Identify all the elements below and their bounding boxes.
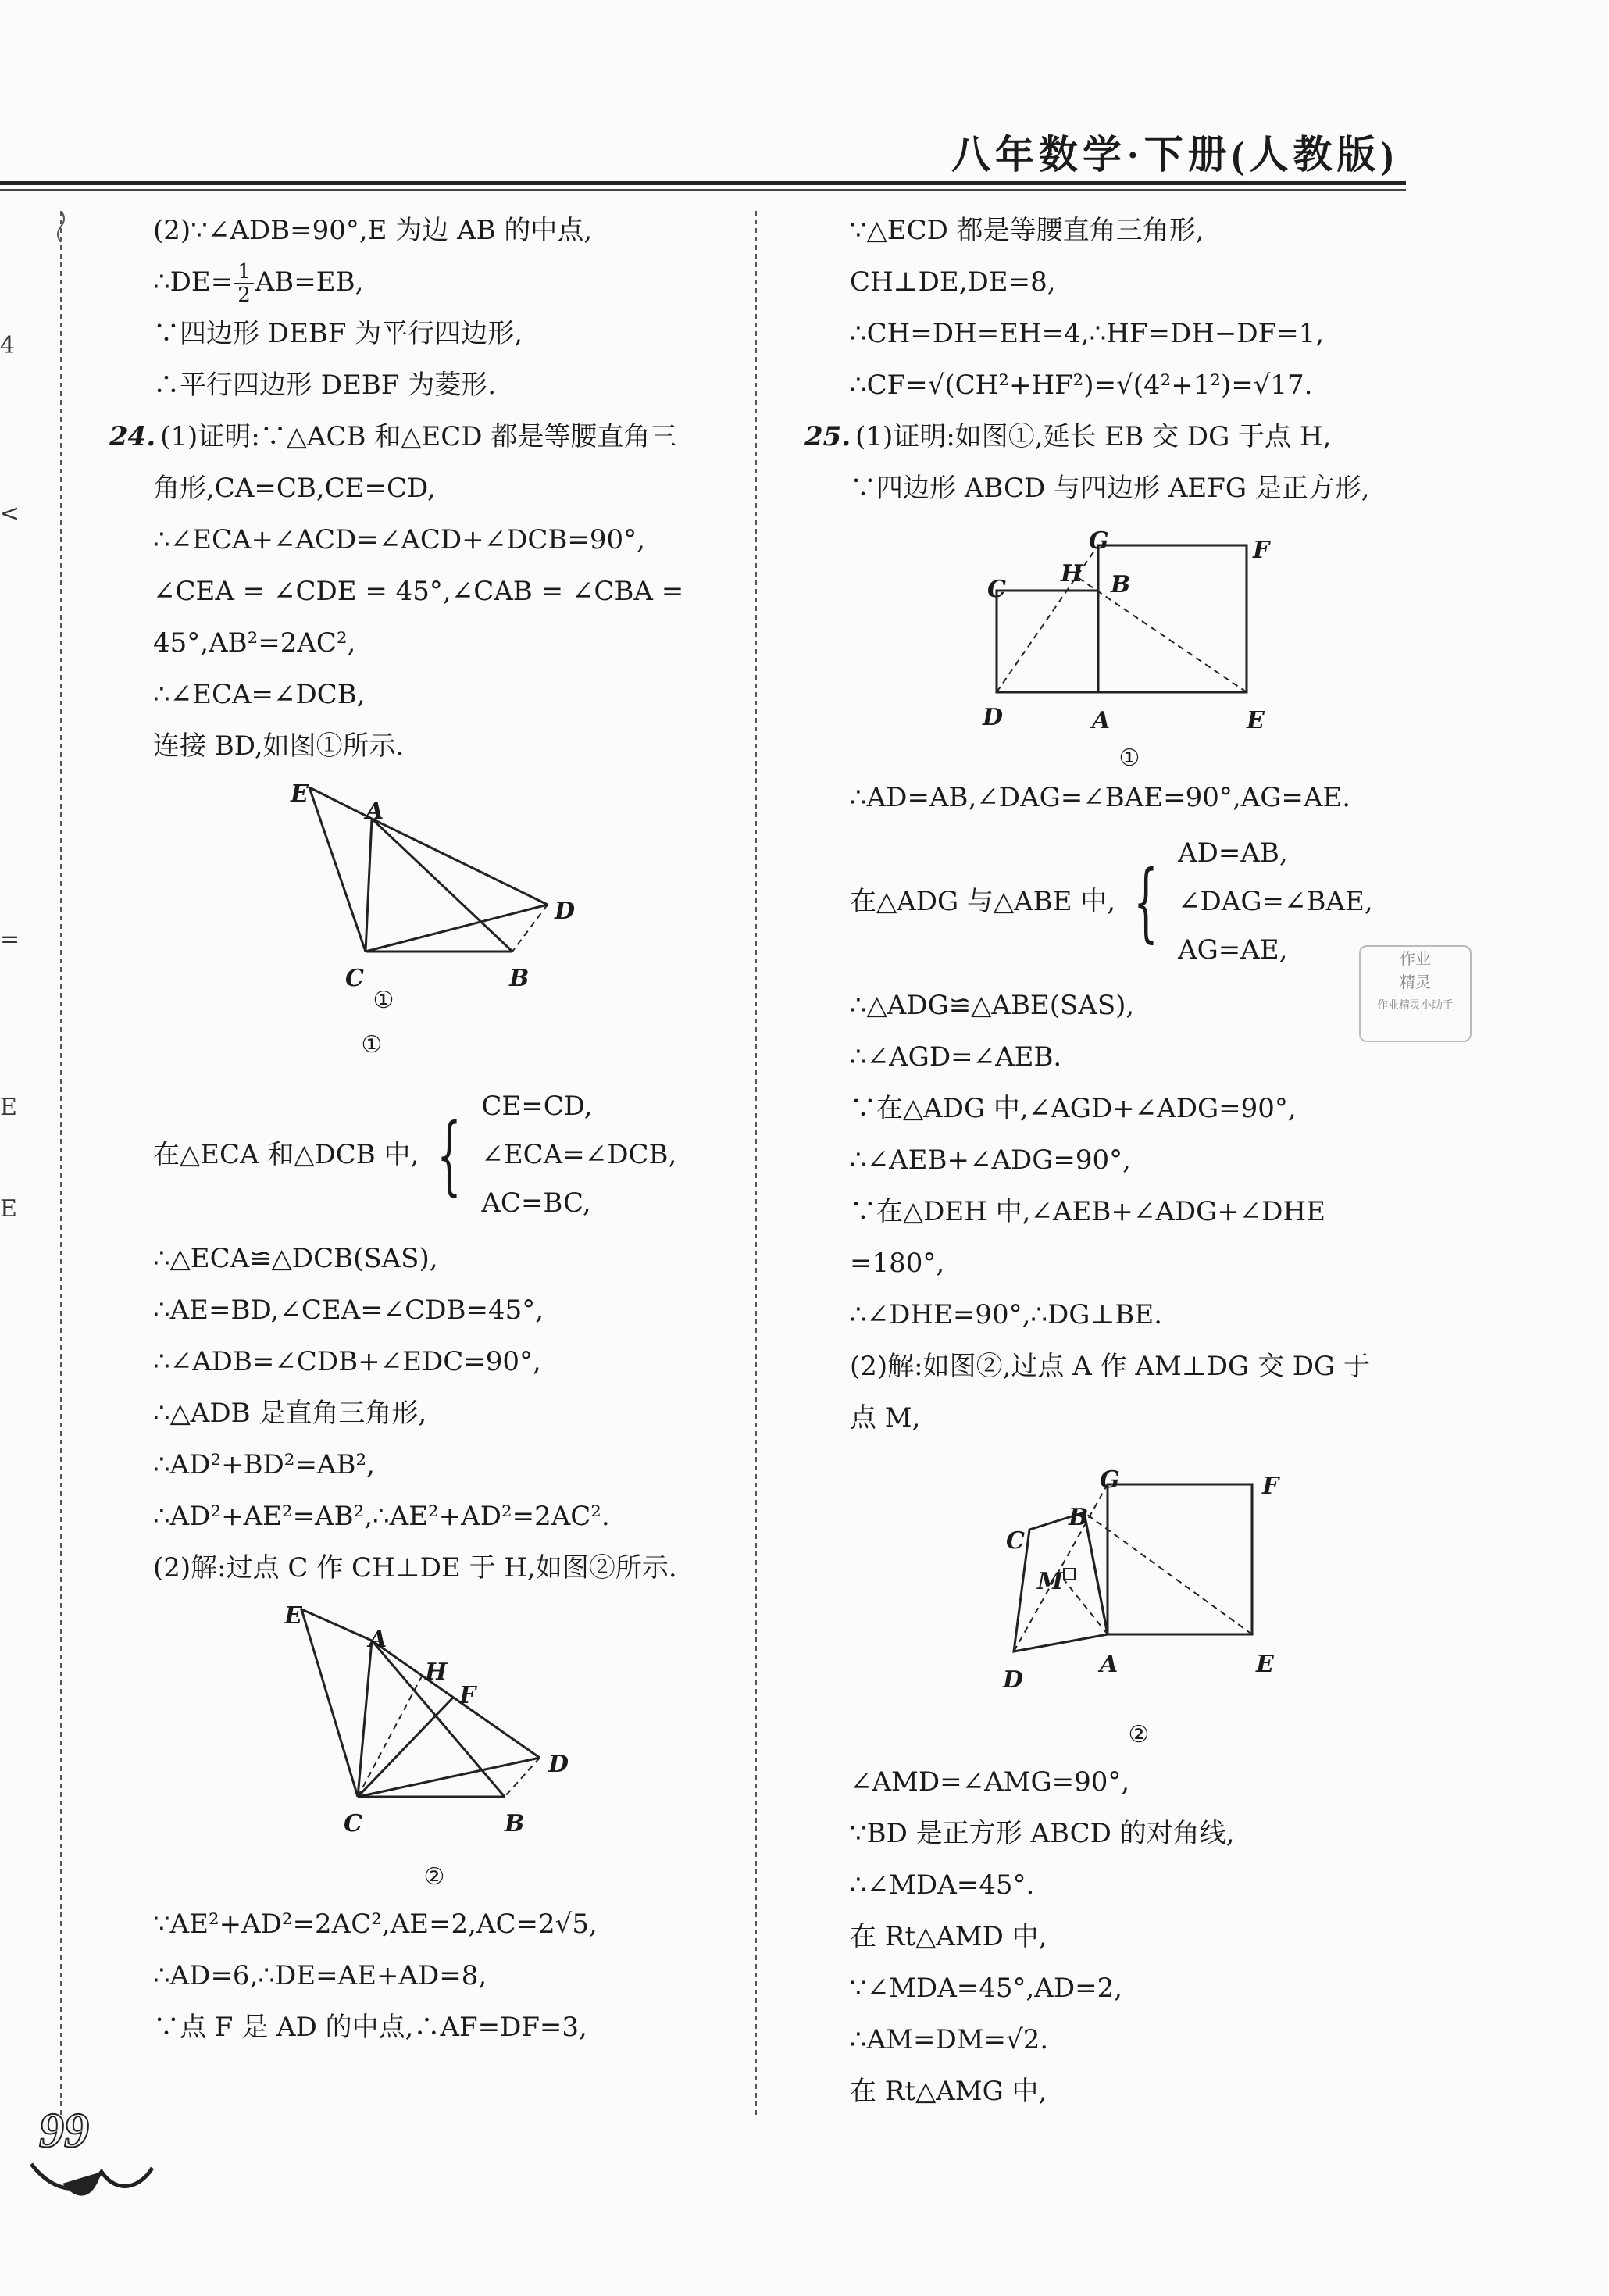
- figure-1-drawing: [153, 772, 731, 1014]
- text-line: ∴AD=AB,∠DAG=∠BAE=90°,AG=AE.: [850, 782, 1351, 813]
- fig2-label-E: E: [284, 1602, 302, 1630]
- header-title: 八年数学·下册(人教版): [951, 133, 1398, 177]
- text-line: =180°,: [850, 1248, 945, 1279]
- condition: AC=BC,: [481, 1187, 591, 1219]
- fig2-label-H: H: [425, 1659, 448, 1686]
- congruence-system-2: 在△ADG 与△ABE 中, { AD=AB, ∠DAG=∠BAE, AG=AE,: [850, 823, 1412, 980]
- fig2-label-A: A: [369, 1626, 387, 1653]
- figure-2-drawing: [153, 1594, 731, 1836]
- text-line: CH⊥DE,DE=8,: [850, 266, 1056, 298]
- fig4-label-D: D: [1003, 1666, 1024, 1694]
- text-line: ∴平行四边形 DEBF 为菱形.: [153, 370, 497, 401]
- watermark-stamp: 作业 精灵 作业精灵小助手: [1359, 945, 1472, 1042]
- fig4-label-M: M: [1037, 1568, 1064, 1595]
- fig3-label-H: H: [1061, 560, 1083, 587]
- fig2-label-C: C: [344, 1810, 362, 1837]
- condition: AD=AB,: [1178, 837, 1288, 869]
- text-line: ∴∠ADB=∠CDB+∠EDC=90°,: [153, 1346, 541, 1377]
- edge-glyph: =: [0, 926, 20, 953]
- text-line: ∵四边形 ABCD 与四边形 AEFG 是正方形,: [850, 473, 1370, 504]
- text-line: ∴∠ECA+∠ACD=∠ACD+∠DCB=90°,: [153, 524, 645, 555]
- text-line: ∵AE²+AD²=2AC²,AE=2,AC=2√5,: [153, 1909, 598, 1940]
- text-line: (2)∵∠ADB=90°,E 为边 AB 的中点,: [153, 215, 593, 246]
- question-25: 25. (1)证明:如图①,延长 EB 交 DG 于点 H,: [804, 421, 1332, 452]
- fig3-label-F: F: [1253, 537, 1270, 564]
- fig3-label-C: C: [987, 576, 1006, 603]
- fig4-caption: ②: [1128, 1721, 1150, 1748]
- wavy-divider-left: [52, 211, 70, 2117]
- condition: ∠ECA=∠DCB,: [481, 1139, 677, 1170]
- right-column: [804, 205, 1412, 2117]
- text-line: ∴∠ECA=∠DCB,: [153, 679, 366, 710]
- figure-4-drawing: [850, 1444, 1412, 1694]
- fig3-label-A: A: [1092, 707, 1111, 734]
- text-line: ∴∠MDA=45°.: [850, 1869, 1035, 1901]
- fig4-label-C: C: [1006, 1527, 1025, 1555]
- text-line: ∵在△DEH 中,∠AEB+∠ADG+∠DHE: [850, 1196, 1325, 1227]
- fraction-half: $\frac{1}{2}$: [234, 261, 254, 306]
- left-brace: {: [437, 1105, 462, 1205]
- text-line: ∴△ADG≌△ABE(SAS),: [850, 990, 1135, 1021]
- text-line: (2)解:过点 C 作 CH⊥DE 于 H,如图②所示.: [153, 1552, 677, 1584]
- text-line: 在 Rt△AMG 中,: [850, 2076, 1047, 2107]
- figure-1: [153, 772, 731, 1014]
- condition: CE=CD,: [481, 1091, 593, 1122]
- fig3-label-B: B: [1111, 571, 1131, 598]
- figure-4: [850, 1444, 1412, 1756]
- fig2-caption: ②: [423, 1863, 445, 1891]
- fig2-label-F: F: [459, 1682, 476, 1709]
- text-line: ∠AMD=∠AMG=90°,: [850, 1766, 1130, 1798]
- text-line: ∴AD=6,∴DE=AE+AD=8,: [153, 1960, 487, 1991]
- fig4-label-E: E: [1256, 1651, 1274, 1678]
- text-line: 连接 BD,如图①所示.: [153, 730, 405, 762]
- text-line: ∴CF=√(CH²+HF²)=√(4²+1²)=√17.: [850, 370, 1313, 401]
- fig1-label-B: B: [509, 965, 530, 992]
- fig1-caption: ①: [373, 987, 394, 1014]
- fig1-label-A: A: [366, 798, 384, 825]
- leaf-ornament-icon: [16, 2125, 156, 2211]
- text-line: 在 Rt△AMD 中,: [850, 1921, 1047, 1952]
- figure-2: [153, 1594, 731, 1898]
- text-line: ∵BD 是正方形 ABCD 的对角线,: [850, 1818, 1235, 1849]
- text-line: ∵在△ADG 中,∠AGD+∠ADG=90°,: [850, 1093, 1297, 1124]
- text-line: ∴△ADB 是直角三角形,: [153, 1398, 427, 1429]
- page-number: 99: [39, 2102, 89, 2158]
- condition: ∠DAG=∠BAE,: [1178, 886, 1373, 917]
- wavy-divider-middle: [747, 211, 765, 2117]
- left-column: [109, 205, 731, 2053]
- text-line: ∴CH=DH=EH=4,∴HF=DH−DF=1,: [850, 318, 1325, 349]
- left-brace: {: [1133, 852, 1158, 952]
- fig4-label-F: F: [1262, 1473, 1279, 1500]
- fig4-label-B: B: [1069, 1504, 1089, 1531]
- edge-glyph: <: [0, 500, 20, 527]
- fig4-label-G: G: [1100, 1466, 1120, 1494]
- fig1-label-E: E: [291, 780, 309, 808]
- fig1-label-C: C: [345, 965, 364, 992]
- text-line: ∠CEA = ∠CDE = 45°,∠CAB = ∠CBA =: [153, 576, 684, 607]
- fig4-label-A: A: [1100, 1651, 1118, 1678]
- fig3-label-E: E: [1247, 707, 1265, 734]
- edge-glyph: E: [0, 1195, 17, 1223]
- text-line: ∵△ECD 都是等腰直角三角形,: [850, 215, 1204, 246]
- congruence-system-1: 在△ECA 和△DCB 中, { CE=CD, ∠ECA=∠DCB, AC=BC,: [153, 1077, 731, 1233]
- text-line: 点 M,: [850, 1402, 921, 1434]
- fig1-inner-caption: ①: [361, 1031, 383, 1059]
- condition: AG=AE,: [1178, 934, 1288, 966]
- text-line: ∴AM=DM=√2.: [850, 2024, 1049, 2055]
- header-rule: [0, 181, 1406, 185]
- text-line: ∴△ECA≌△DCB(SAS),: [153, 1243, 438, 1274]
- fig2-label-B: B: [505, 1810, 525, 1837]
- fig2-label-D: D: [548, 1751, 569, 1778]
- text-line: ∴AD²+BD²=AB²,: [153, 1449, 375, 1480]
- fig3-label-G: G: [1089, 527, 1109, 555]
- text-line: (2)解:如图②,过点 A 作 AM⊥DG 交 DG 于: [850, 1351, 1371, 1382]
- fig3-caption: ①: [1118, 745, 1140, 772]
- text-line: ∴AD²+AE²=AB²,∴AE²+AD²=2AC².: [153, 1501, 610, 1532]
- text-line: ∴DE= $\frac{1}{2}$ AB=EB,: [153, 260, 364, 307]
- text-line: 角形,CA=CB,CE=CD,: [153, 473, 436, 504]
- fig1-label-D: D: [555, 898, 576, 925]
- header-rule-thin: [0, 189, 1406, 191]
- text-line: ∴∠AGD=∠AEB.: [850, 1041, 1062, 1073]
- question-24: 24. (1)证明:∵△ACB 和△ECD 都是等腰直角三: [109, 421, 677, 452]
- text-line: ∴∠AEB+∠ADG=90°,: [850, 1144, 1131, 1176]
- text-line: ∴AE=BD,∠CEA=∠CDB=45°,: [153, 1294, 544, 1326]
- edge-glyph: E: [0, 1094, 17, 1121]
- text-line: ∵∠MDA=45°,AD=2,: [850, 1973, 1123, 2004]
- text-line: ∵点 F 是 AD 的中点,∴AF=DF=3,: [153, 2012, 587, 2043]
- fig3-label-D: D: [983, 704, 1004, 731]
- figure-3: [850, 514, 1412, 772]
- edge-glyph: 4: [0, 332, 16, 359]
- text-line: ∴∠DHE=90°,∴DG⊥BE.: [850, 1299, 1163, 1330]
- text-line: 45°,AB²=2AC²,: [153, 627, 356, 659]
- text-line: ∵四边形 DEBF 为平行四边形,: [153, 318, 523, 349]
- figure-3-drawing: [850, 514, 1412, 733]
